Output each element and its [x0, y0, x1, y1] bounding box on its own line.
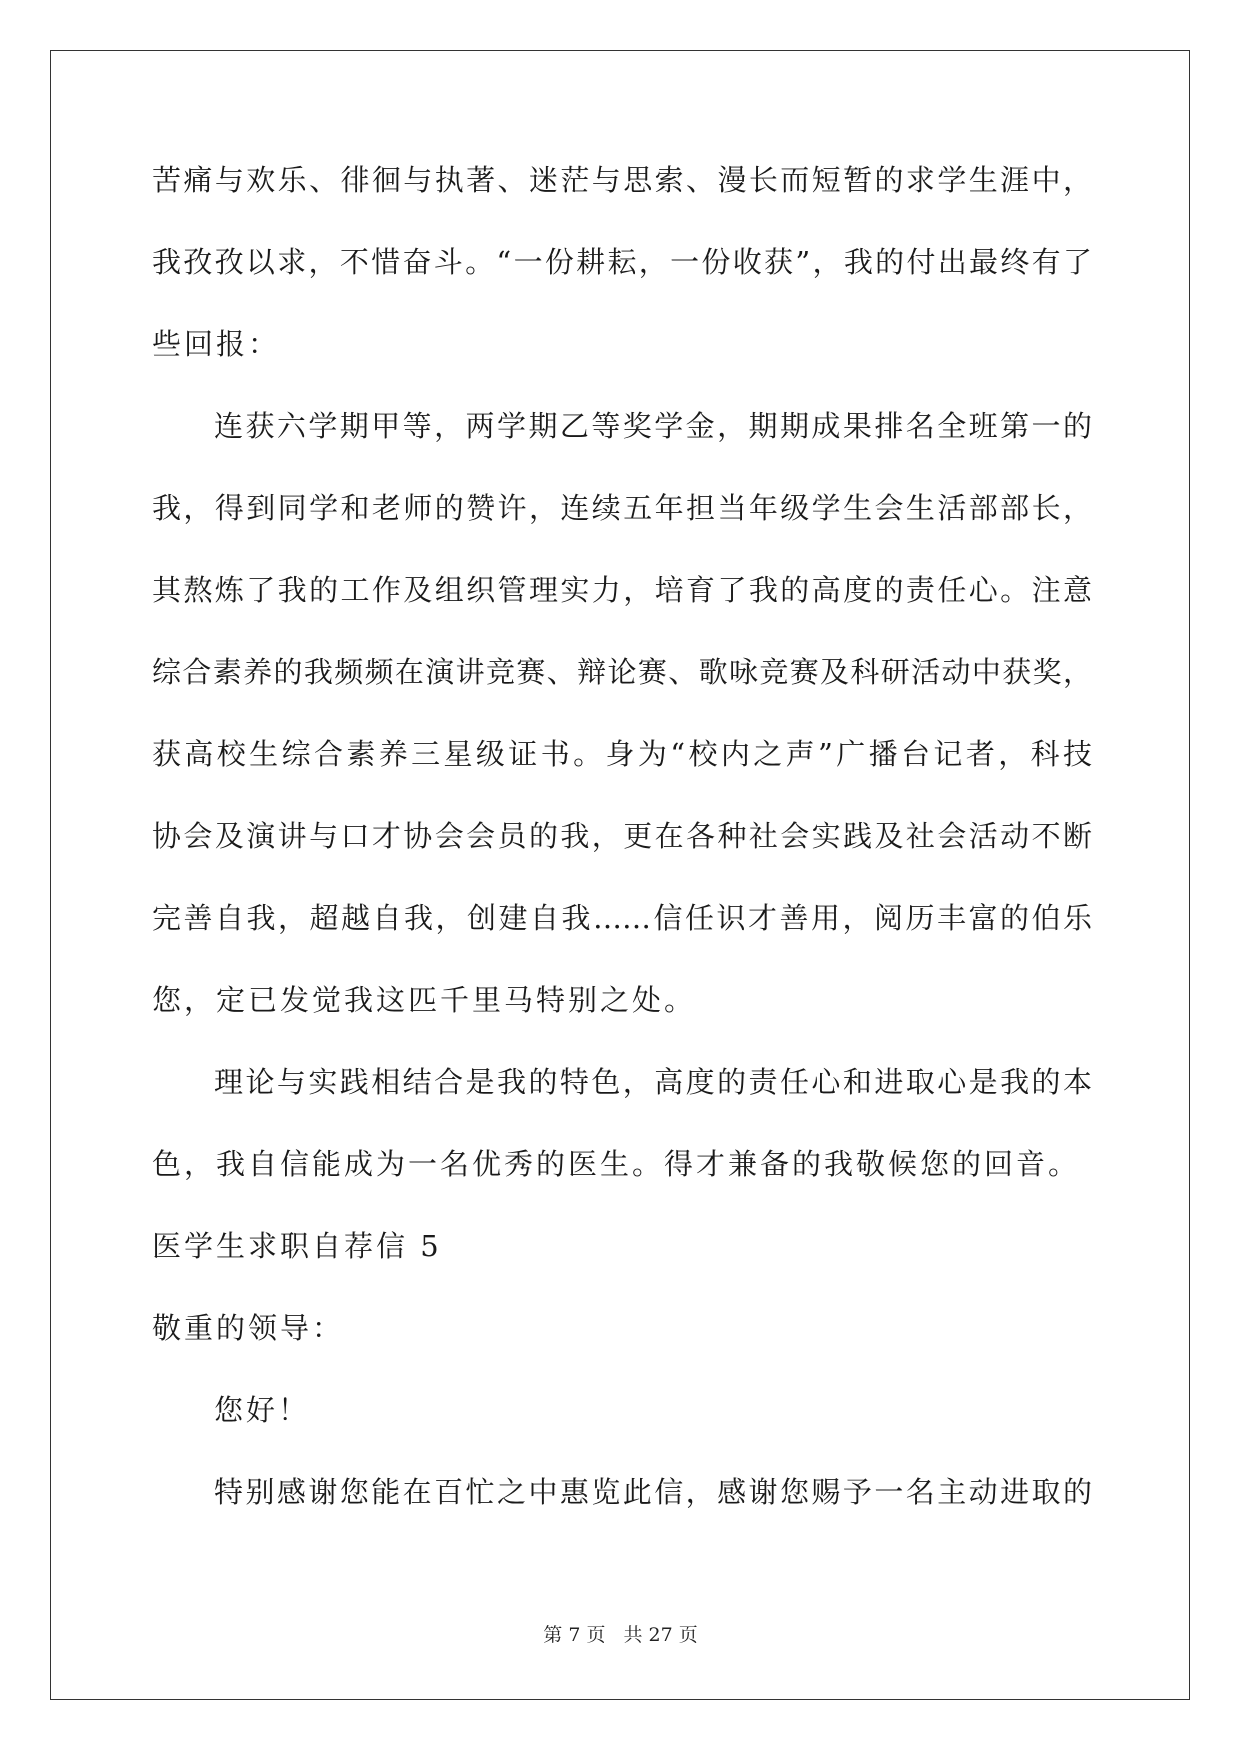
total-pages: 共 27 页 — [623, 1624, 698, 1646]
text-line: 综合素养的我频频在演讲竞赛、辩论赛、歌咏竞赛及科研活动中获奖， — [152, 655, 1092, 689]
text-line: 我，得到同学和老师的赞许，连续五年担当年级学生会生活部部长， — [152, 491, 1092, 525]
greeting: 您好！ — [214, 1393, 311, 1427]
text-line: 我孜孜以求，不惜奋斗。“一份耕耘，一份收获”，我的付出最终有了 — [152, 245, 1092, 279]
section-heading: 医学生求职自荐信 5 — [152, 1229, 442, 1263]
page-footer — [0, 1620, 1241, 1647]
text-line: 完善自我，超越自我，创建自我……信任识才善用，阅历丰富的伯乐 — [152, 901, 1092, 935]
paragraph-start-line: 理论与实践相结合是我的特色，高度的责任心和进取心是我的本 — [214, 1065, 1092, 1099]
current-page-number: 第 7 页 — [543, 1624, 606, 1646]
text-line: 些回报： — [152, 327, 281, 361]
paragraph-start-line: 连获六学期甲等，两学期乙等奖学金，期期成果排名全班第一的 — [214, 409, 1092, 443]
text-line: 苦痛与欢乐、徘徊与执著、迷茫与思索、漫长而短暂的求学生涯中， — [152, 163, 1092, 197]
text-line: 协会及演讲与口才协会会员的我，更在各种社会实践及社会活动不断 — [152, 819, 1092, 853]
text-line: 您，定已发觉我这匹千里马特别之处。 — [152, 983, 697, 1017]
document-body — [152, 165, 1092, 1559]
paragraph-start-line: 特别感谢您能在百忙之中惠览此信，感谢您赐予一名主动进取的 — [214, 1475, 1092, 1509]
text-line: 获高校生综合素养三星级证书。身为“校内之声”广播台记者，科技 — [152, 737, 1092, 771]
salutation: 敬重的领导： — [152, 1311, 345, 1345]
text-line: 其熬炼了我的工作及组织管理实力，培育了我的高度的责任心。注意 — [152, 573, 1092, 607]
text-line: 色，我自信能成为一名优秀的医生。得才兼备的我敬候您的回音。 — [152, 1147, 1081, 1181]
